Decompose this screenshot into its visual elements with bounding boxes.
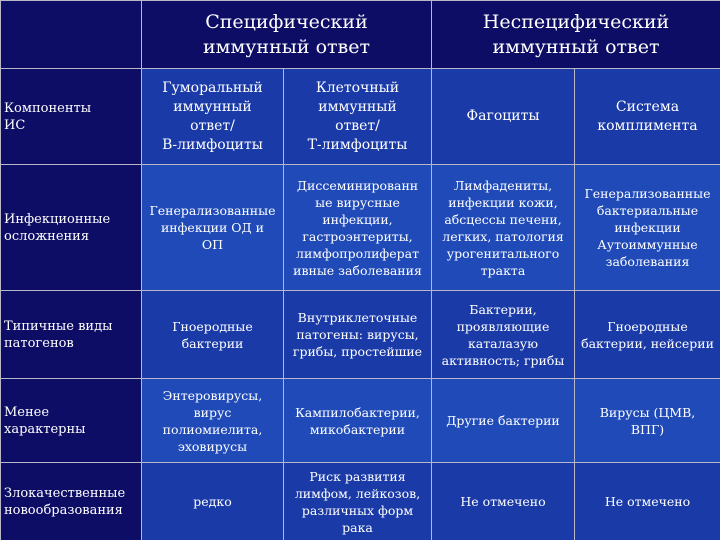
table-row — [1, 291, 720, 379]
header-specific: Специфический иммунный ответ — [142, 1, 432, 69]
table-row — [1, 463, 720, 540]
row-label: Злокачественные новообразования — [1, 463, 142, 540]
table-cell: Не отмечено — [432, 463, 575, 540]
subheader-row — [1, 69, 720, 165]
table-cell: Кампилобактерии, микобактерии — [284, 379, 432, 463]
header-corner-cell — [1, 1, 142, 69]
subheader-humoral: Гуморальный иммунный ответ/ В-лимфоциты — [142, 69, 284, 165]
table-cell: Диссеминированн ые вирусные инфекции, гастроэнтериты, лимфопролиферат ивные заболевания — [284, 165, 432, 291]
table-cell: Другие бактерии — [432, 379, 575, 463]
table-cell: Энтеровирусы, вирус полиомиелита, эховирусы — [142, 379, 284, 463]
table-cell: Риск развития лимфом, лейкозов, различных форм рака — [284, 463, 432, 540]
table-cell: Гноеродные бактерии, нейсерии — [575, 291, 720, 379]
row-label: Инфекционные осложнения — [1, 165, 142, 291]
table-cell: Генерализованные инфекции ОД и ОП — [142, 165, 284, 291]
table-cell: Лимфадениты, инфекции кожи, абсцессы печени, легких, патология урогенитального тракта — [432, 165, 575, 291]
table-cell: Бактерии, проявляющие каталазую активность; грибы — [432, 291, 575, 379]
header-row — [1, 1, 720, 69]
table-cell: Генерализованные бактериальные инфекции Аутоиммунные заболевания — [575, 165, 720, 291]
header-nonspecific: Неспецифический иммунный ответ — [432, 1, 720, 69]
row-label-components: Компоненты ИС — [1, 69, 142, 165]
subheader-cellular: Клеточный иммунный ответ/ Т-лимфоциты — [284, 69, 432, 165]
table-cell: Гноеродные бактерии — [142, 291, 284, 379]
table-row — [1, 165, 720, 291]
subheader-phagocytes: Фагоциты — [432, 69, 575, 165]
table-cell: Вирусы (ЦМВ, ВПГ) — [575, 379, 720, 463]
table-row — [1, 379, 720, 463]
table-cell: Не отмечено — [575, 463, 720, 540]
row-label: Типичные виды патогенов — [1, 291, 142, 379]
table-cell: редко — [142, 463, 284, 540]
row-label: Менее характерны — [1, 379, 142, 463]
subheader-complement: Система комплимента — [575, 69, 720, 165]
table-cell: Внутриклеточные патогены: вирусы, грибы, простейшие — [284, 291, 432, 379]
